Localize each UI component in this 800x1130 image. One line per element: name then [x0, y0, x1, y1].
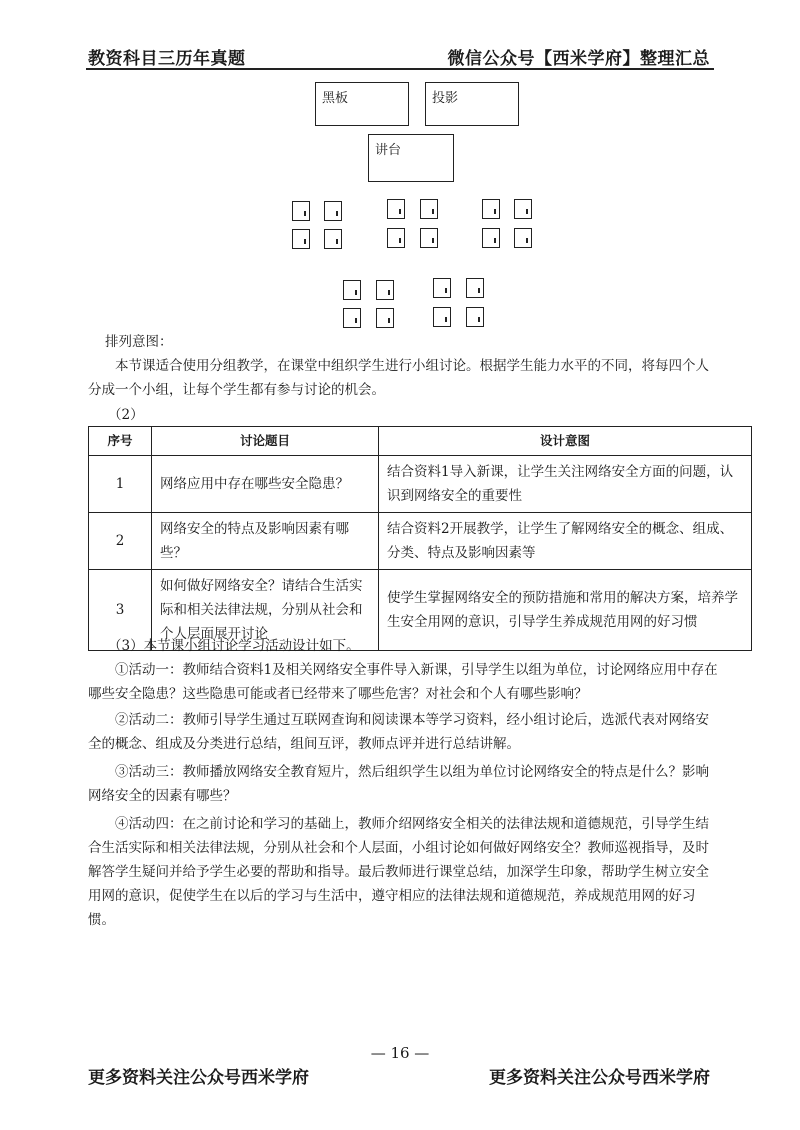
row-intent: 使学生掌握网络安全的预防措施和常用的解决方案，培养学生安全用网的意识，引导学生养成规范用网的好习惯: [379, 570, 752, 651]
arrangement-body: 本节课适合使用分组教学，在课堂中组织学生进行小组讨论。根据学生能力水平的不同，将每四个人分成一个小组，让每个学生都有参与讨论的机会。: [88, 358, 709, 398]
desk: [482, 199, 500, 219]
header-left: 教资科目三历年真题: [88, 49, 246, 69]
activity-2: ②活动二：教师引导学生通过互联网查询和阅读课本等学习资料，经小组讨论后，选派代表对网络安全的概念、组成及分类进行总结，组间互评，教师点评并进行总结讲解。: [88, 712, 709, 752]
row-topic: 网络安全的特点及影响因素有哪些？: [152, 513, 379, 570]
desk: [376, 280, 394, 300]
footer-left: 更多资料关注公众号西米学府: [88, 1068, 309, 1088]
row-number: 2: [89, 513, 152, 570]
activity-4: ④活动四：在之前讨论和学习的基础上，教师介绍网络安全相关的法律法规和道德规范，引导学生结合生活实际和相关法律法规，分别从社会和个人层面，小组讨论如何做好网络安全？教师巡视指导，及时解答学生疑问并给予学生必要的帮助和指导。最后教师进行课堂总结，加深学生印象，帮助学生树立安全用网的意识，促使学生在以后的学习与生活中，遵守相应的法律法规和道德规范，养成规范用网的好习惯。: [88, 816, 709, 928]
desk: [466, 278, 484, 298]
table-header-row: [89, 427, 752, 456]
desk: [324, 229, 342, 249]
desk: [433, 307, 451, 327]
section-3-intro: （3）本节课小组讨论学习活动设计如下。: [108, 638, 360, 654]
desk: [387, 199, 405, 219]
section-2-label: （2）: [108, 407, 144, 423]
blackboard-box: [315, 82, 409, 126]
projector-box: [425, 82, 519, 126]
classroom-layout-diagram: [0, 0, 800, 340]
podium-box: [368, 134, 454, 182]
desk: [420, 228, 438, 248]
desk: [324, 201, 342, 221]
desk: [514, 228, 532, 248]
desk: [387, 228, 405, 248]
header-topic: 讨论题目: [152, 427, 379, 456]
header-number: 序号: [89, 427, 152, 456]
desk: [292, 229, 310, 249]
desk: [482, 228, 500, 248]
page-number: — 16 —: [370, 1044, 430, 1062]
header-right: 微信公众号【西米学府】整理汇总: [447, 49, 710, 69]
row-topic: 如何做好网络安全？请结合生活实际和相关法律法规，分别从社会和个人层面展开讨论: [152, 570, 379, 651]
desk: [514, 199, 532, 219]
header-intent: 设计意图: [379, 427, 752, 456]
desk: [433, 278, 451, 298]
desk: [466, 307, 484, 327]
table-row: [89, 513, 752, 570]
activity-3: ③活动三：教师播放网络安全教育短片，然后组织学生以组为单位讨论网络安全的特点是什么？影响网络安全的因素有哪些？: [88, 764, 709, 804]
table-row: [89, 456, 752, 513]
desk: [292, 201, 310, 221]
desk: [420, 199, 438, 219]
footer-right: 更多资料关注公众号西米学府: [489, 1068, 710, 1088]
row-number: 3: [89, 570, 152, 651]
row-intent: 结合资料2开展教学，让学生了解网络安全的概念、组成、分类、特点及影响因素等: [379, 513, 752, 570]
discussion-table: [88, 426, 752, 651]
desk: [343, 280, 361, 300]
row-intent: 结合资料1导入新课，让学生关注网络安全方面的问题，认识到网络安全的重要性: [379, 456, 752, 513]
row-number: 1: [89, 456, 152, 513]
desk: [343, 308, 361, 328]
projector-label: 投影: [432, 91, 459, 106]
blackboard-label: 黑板: [322, 91, 349, 106]
activity-1: ①活动一：教师结合资料1及相关网络安全事件导入新课，引导学生以组为单位，讨论网络应用中存在哪些安全隐患？这些隐患可能或者已经带来了哪些危害？对社会和个人有哪些影响？: [88, 662, 718, 702]
arrangement-heading: 排列意图：: [105, 334, 173, 350]
podium-label: 讲台: [375, 143, 402, 158]
desk: [376, 308, 394, 328]
row-topic: 网络应用中存在哪些安全隐患？: [152, 456, 379, 513]
